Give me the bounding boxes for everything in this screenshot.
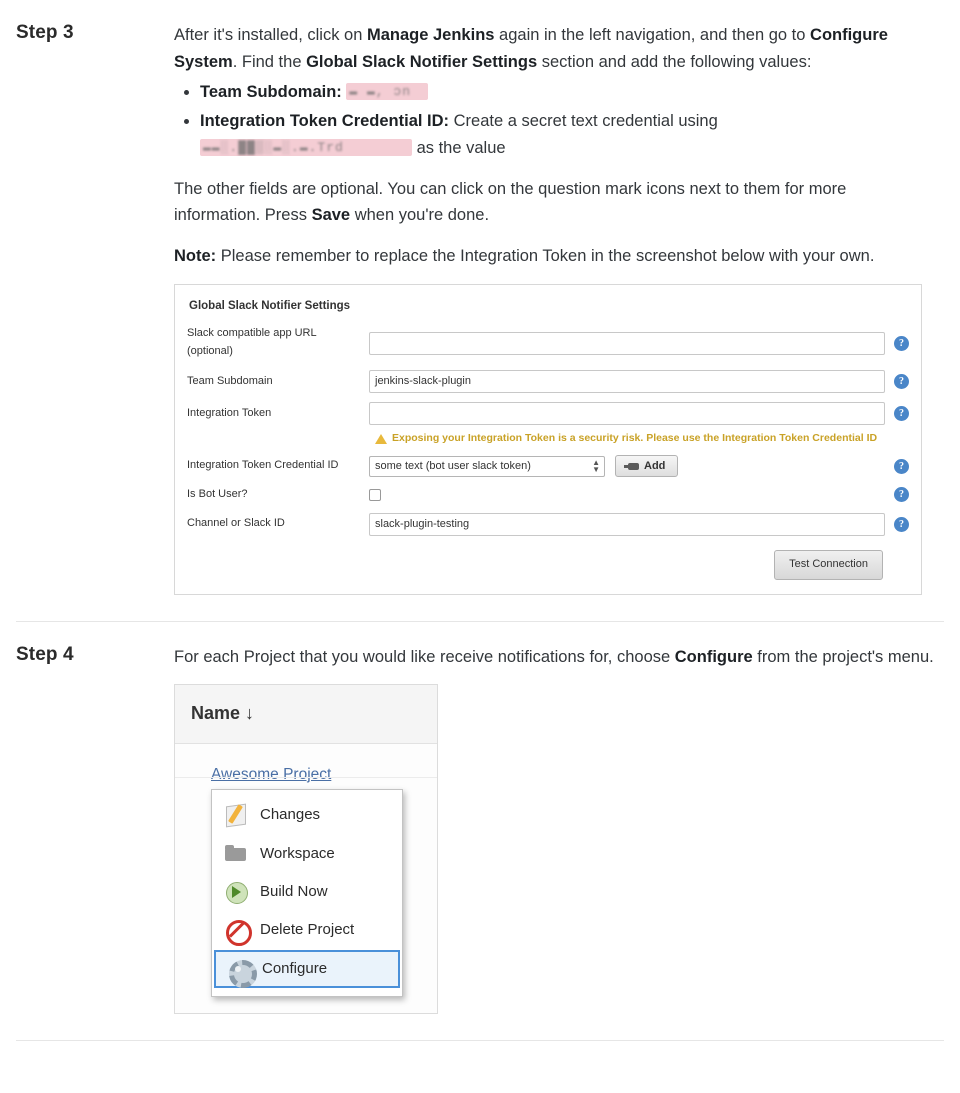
text-fragment: when you're done.: [350, 206, 490, 225]
menu-item-configure[interactable]: [214, 950, 400, 988]
save-emphasis: Save: [311, 206, 351, 225]
text-fragment: Create a secret text credential using: [449, 112, 718, 131]
configure-system-emphasis: Configure System: [174, 26, 888, 71]
help-icon[interactable]: ?: [894, 406, 909, 421]
app-url-label: Slack compatible app URL (optional): [187, 327, 317, 358]
text-fragment: The other fields are optional. You can click on the question mark icons next to them for more information. Press: [174, 179, 847, 225]
help-icon[interactable]: ?: [894, 487, 909, 502]
menu-item-build-now[interactable]: [212, 873, 402, 911]
add-button-label: Add: [644, 460, 666, 472]
help-icon[interactable]: ?: [894, 459, 909, 474]
table-row-divider: [175, 777, 437, 778]
chevron-updown-icon: ▲ ▼: [592, 457, 600, 474]
help-icon[interactable]: ?: [894, 517, 909, 532]
field-row-is-bot-user: [187, 486, 909, 504]
step-3-body: [174, 0, 934, 595]
text-fragment: from the project's menu.: [752, 647, 934, 666]
step-3-note: [174, 243, 934, 270]
text-fragment: again in the left navigation, and then go to: [494, 26, 811, 44]
text-fragment: . Find the: [232, 52, 307, 71]
test-connection-button[interactable]: Test Connection: [774, 550, 883, 580]
integration-token-credential-id-label: Integration Token Credential ID:: [200, 112, 450, 131]
step-4-body: [174, 622, 934, 1015]
step-3-bullet-list: [174, 79, 934, 161]
text-fragment: as the value: [412, 138, 506, 157]
menu-item-label: Changes: [260, 806, 321, 824]
configure-emphasis: Configure: [674, 647, 753, 666]
credential-id-select[interactable]: [369, 456, 605, 477]
app-url-input[interactable]: [369, 332, 885, 355]
jenkins-settings-screenshot: [174, 284, 922, 595]
step-3-label: Step 3: [16, 22, 74, 43]
field-row-team-subdomain: [187, 370, 909, 393]
workspace-icon: [224, 842, 250, 866]
text-fragment: section and add the following values:: [537, 52, 812, 71]
warning-icon: [375, 434, 387, 444]
column-header-label: Name: [191, 703, 241, 724]
sort-arrow-icon: ↓: [245, 703, 255, 724]
context-menu: [211, 789, 403, 996]
security-warning: [375, 430, 909, 447]
integration-token-field-label: Integration Token: [187, 406, 272, 419]
team-subdomain-input[interactable]: jenkins-slack-plugin: [369, 370, 885, 393]
is-bot-user-checkbox[interactable]: [369, 489, 381, 501]
redacted-credential-value: [200, 139, 412, 156]
menu-item-label: Workspace: [260, 844, 335, 862]
step-3-paragraph-2: [174, 176, 934, 229]
field-row-channel: [187, 513, 909, 536]
step-3-paragraph-1: [174, 22, 934, 75]
menu-item-label: Configure: [262, 959, 328, 977]
is-bot-user-label: Is Bot User?: [187, 488, 248, 500]
configure-icon: [226, 957, 252, 981]
help-icon[interactable]: ?: [894, 374, 909, 389]
credential-id-label: Integration Token Credential ID: [187, 459, 339, 472]
text-fragment: After it's installed, click on: [174, 26, 367, 44]
step-4-label: Step 4: [16, 643, 74, 665]
credential-id-selected-value: some text (bot user slack token): [375, 459, 531, 472]
test-connection-row: [187, 550, 909, 580]
channel-label: Channel or Slack ID: [187, 517, 285, 530]
team-subdomain-field-label: Team Subdomain: [187, 374, 273, 387]
project-link[interactable]: Awesome Project: [211, 765, 332, 783]
text-fragment: For each Project that you would like receive notifications for, choose: [174, 647, 675, 666]
step-4-block: [0, 622, 960, 1015]
list-item-integration-token-credential-id: [200, 108, 934, 161]
settings-panel-title: Global Slack Notifier Settings: [189, 299, 351, 312]
menu-item-workspace[interactable]: [212, 835, 402, 873]
redacted-text: ▬ ▬, ɔn: [349, 84, 411, 100]
global-slack-notifier-settings-emphasis: Global Slack Notifier Settings: [306, 52, 538, 71]
menu-item-label: Build Now: [260, 882, 328, 900]
redacted-team-subdomain: [346, 83, 428, 100]
field-row-credential-id: [187, 455, 909, 477]
redacted-text: ▬▬░.██▒░▬░.▬.Trd: [203, 139, 344, 155]
step-4-paragraph-1: [174, 644, 934, 671]
delete-project-icon: [224, 918, 250, 942]
security-warning-text: Exposing your Integration Token is a security risk. Please use the Integration Token Credential ID: [392, 432, 878, 444]
integration-token-input[interactable]: [369, 402, 885, 425]
field-row-integration-token: [187, 402, 909, 425]
table-column-header-name: [175, 685, 437, 743]
add-credential-button[interactable]: [615, 455, 678, 477]
plug-icon: [628, 463, 639, 470]
manage-jenkins-emphasis: Manage Jenkins: [366, 26, 495, 44]
field-row-app-url: [187, 325, 909, 361]
menu-item-changes[interactable]: [212, 796, 402, 834]
menu-item-delete-project[interactable]: [212, 911, 402, 949]
project-menu-screenshot: [174, 684, 438, 1014]
note-label: Note:: [174, 247, 217, 266]
changes-icon: [224, 803, 250, 827]
channel-input[interactable]: slack-plugin-testing: [369, 513, 885, 536]
build-now-icon: [224, 880, 250, 904]
note-text: Please remember to replace the Integration Token in the screenshot below with your own.: [216, 247, 875, 266]
list-item-team-subdomain: [200, 79, 934, 106]
help-icon[interactable]: ?: [894, 336, 909, 351]
team-subdomain-label: Team Subdomain:: [200, 83, 342, 102]
menu-item-label: Delete Project: [260, 921, 355, 939]
